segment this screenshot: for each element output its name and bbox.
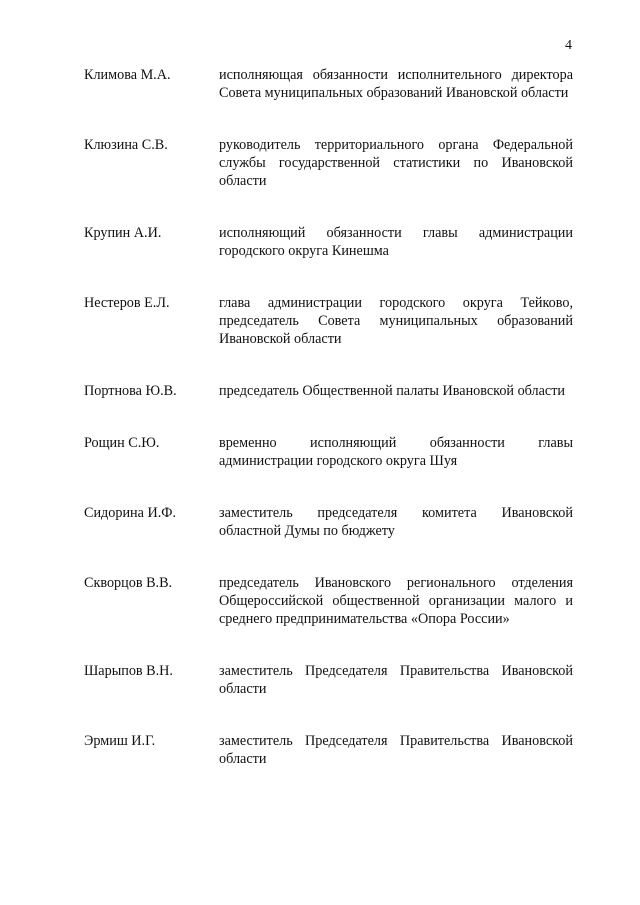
member-name: Шарыпов В.Н.: [84, 663, 173, 679]
members-list: [84, 66, 573, 802]
page-number: 4: [565, 38, 572, 53]
list-item: [84, 662, 573, 698]
member-name: Рощин С.Ю.: [84, 435, 160, 451]
list-item: [84, 224, 573, 260]
member-name: Нестеров Е.Л.: [84, 295, 170, 311]
member-position: председатель Ивановского регионального отделения Общероссийской общественной организации малого и среднего предпринимательства «Опора России»: [219, 575, 573, 627]
member-position: заместитель Председателя Правительства Ивановской области: [219, 733, 573, 767]
member-position: исполняющая обязанности исполнительного директора Совета муниципальных образований Ивановской области: [219, 67, 573, 101]
member-position: глава администрации городского округа Тейково, председатель Совета муниципальных образований Ивановской области: [219, 295, 573, 347]
member-position: председатель Общественной палаты Ивановской области: [219, 383, 565, 399]
member-position: заместитель председателя комитета Ивановской областной Думы по бюджету: [219, 505, 573, 539]
list-item: [84, 136, 573, 190]
list-item: [84, 504, 573, 540]
list-item: [84, 294, 573, 348]
member-name: Портнова Ю.В.: [84, 383, 177, 399]
member-name: Климова М.А.: [84, 67, 171, 83]
member-name: Сидорина И.Ф.: [84, 505, 177, 521]
list-item: [84, 66, 573, 102]
list-item: [84, 732, 573, 768]
member-name: Скворцов В.В.: [84, 575, 173, 591]
list-item: [84, 574, 573, 628]
list-item: [84, 434, 573, 470]
member-position: временно исполняющий обязанности главы администрации городского округа Шуя: [219, 435, 573, 469]
member-position: исполняющий обязанности главы администрации городского округа Кинешма: [219, 225, 573, 259]
member-name: Клюзина С.В.: [84, 137, 168, 153]
member-position: заместитель Председателя Правительства Ивановской области: [219, 663, 573, 697]
member-name: Крупин А.И.: [84, 225, 162, 241]
member-position: руководитель территориального органа Федеральной службы государственной статистики по Ивановской области: [219, 137, 573, 189]
member-name: Эрмиш И.Г.: [84, 733, 156, 749]
list-item: [84, 382, 573, 400]
